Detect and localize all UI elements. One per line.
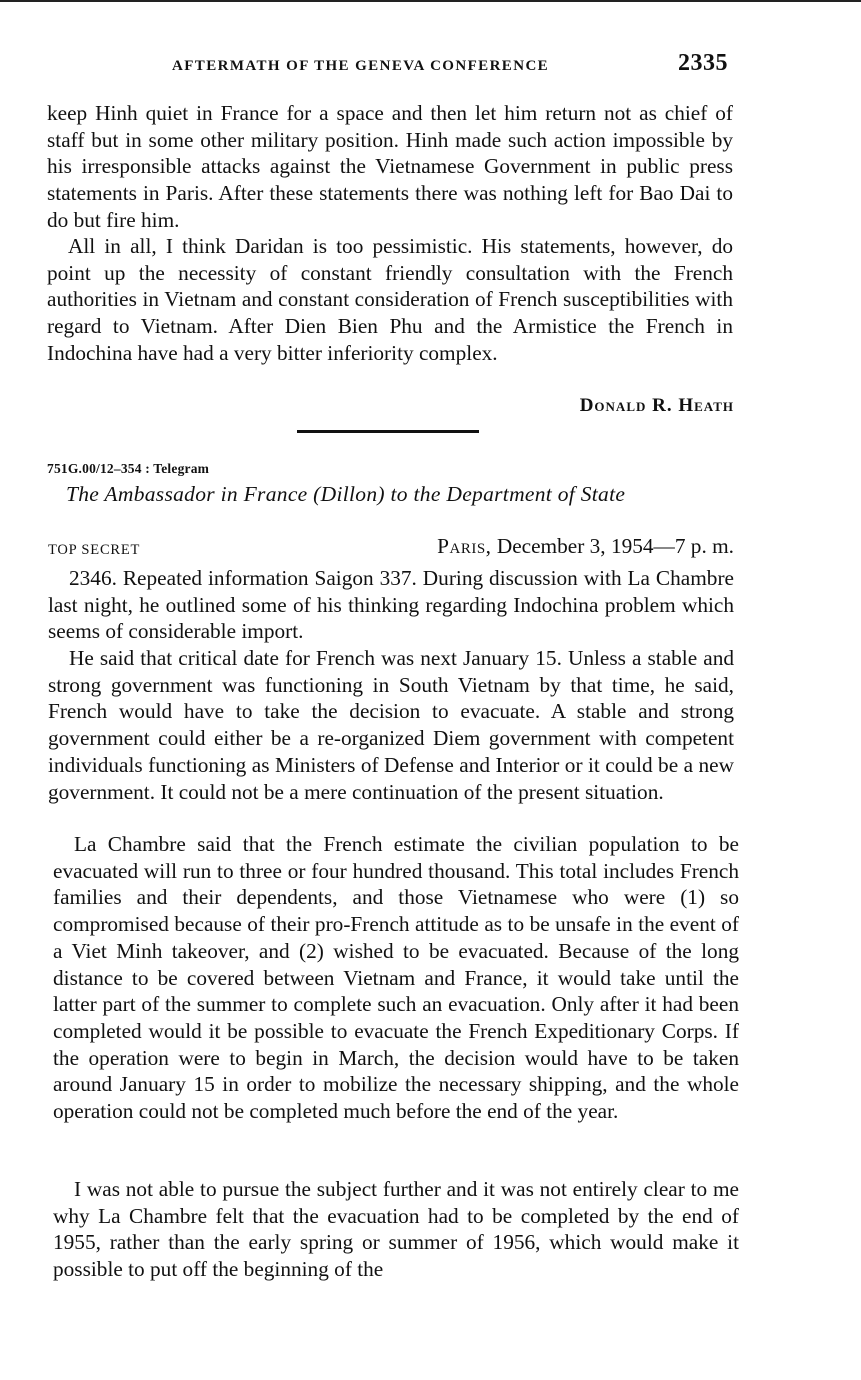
dateline (437, 534, 734, 559)
previous-paragraph-continued: keep Hinh quiet in France for a space and then let him return not as chief of staff but in some other military position. Hinh made such action impossible by his irresponsible attacks against the Vietnamese Government in public press statements in Paris. After these statements there was nothing left for Bao Dai to do but fire him. (47, 101, 733, 232)
telegram-paragraph-1: 2346. Repeated information Saigon 337. During discussion with La Chambre last night, he outlined some of his thinking regarding Indochina problem which seems of considerable import. (48, 566, 734, 644)
telegram-paragraph-4: I was not able to pursue the subject further and it was not entirely clear to me why La Chambre felt that the evacuation had to be completed by the end of 1955, rather than the early spring or summer of 1956, which would make it possible to put off the beginning of the (53, 1177, 739, 1282)
document-title: The Ambassador in France (Dillon) to the Department of State (66, 482, 626, 506)
dateline-date: December 3, 1954—7 p. m. (491, 534, 734, 558)
section-divider (297, 430, 479, 433)
running-head: AFTERMATH OF THE GENEVA CONFERENCE (172, 58, 550, 74)
signature: Donald R. Heath (579, 395, 734, 416)
telegram-paragraph-3: La Chambre said that the French estimate the civilian population to be evacuated will run to three or four hundred thousand. This total includes French families and their dependents, and those Vietnamese who were (1) so compromised because of their pro-French attitude as to be unsafe in the event of a Viet Minh takeover, and (2) wished to be evacuated. Because of the long distance to be covered between Vietnam and France, it would take until the latter part of the summer to complete such an evacuation. Only after it had been completed would it be possible to evacuate the French Expeditionary Corps. If the operation were to begin in March, the decision would have to be taken around January 15 in order to mobilize the necessary shipping, and the whole operation could not be completed much before the end of the year. (53, 832, 739, 1124)
telegram-paragraph-2: He said that critical date for French was next January 15. Unless a stable and strong government was functioning in South Vietnam by that time, he said, French would have to take the decision to evacuate. A stable and strong government could either be a re-organized Diem government with competent individuals functioning as Ministers of Defense and Interior or it could be a new government. It could not be a mere continuation of the present situation. (48, 646, 734, 804)
page-number: 2335 (678, 50, 728, 76)
dateline-place: Paris, (437, 534, 492, 558)
top-edge-rule (0, 0, 861, 2)
previous-paragraph-conclusion: All in all, I think Daridan is too pessimistic. His statements, however, do point up the necessity of constant friendly consultation with the French authorities in Vietnam and constant consideration of French susceptibilities with regard to Vietnam. After Dien Bien Phu and the Armistice the French in Indochina have had a very bitter inferiority complex. (47, 234, 733, 365)
document-file-number: 751G.00/12–354 : Telegram (47, 461, 210, 476)
classification-label: TOP SECRET (48, 542, 141, 558)
